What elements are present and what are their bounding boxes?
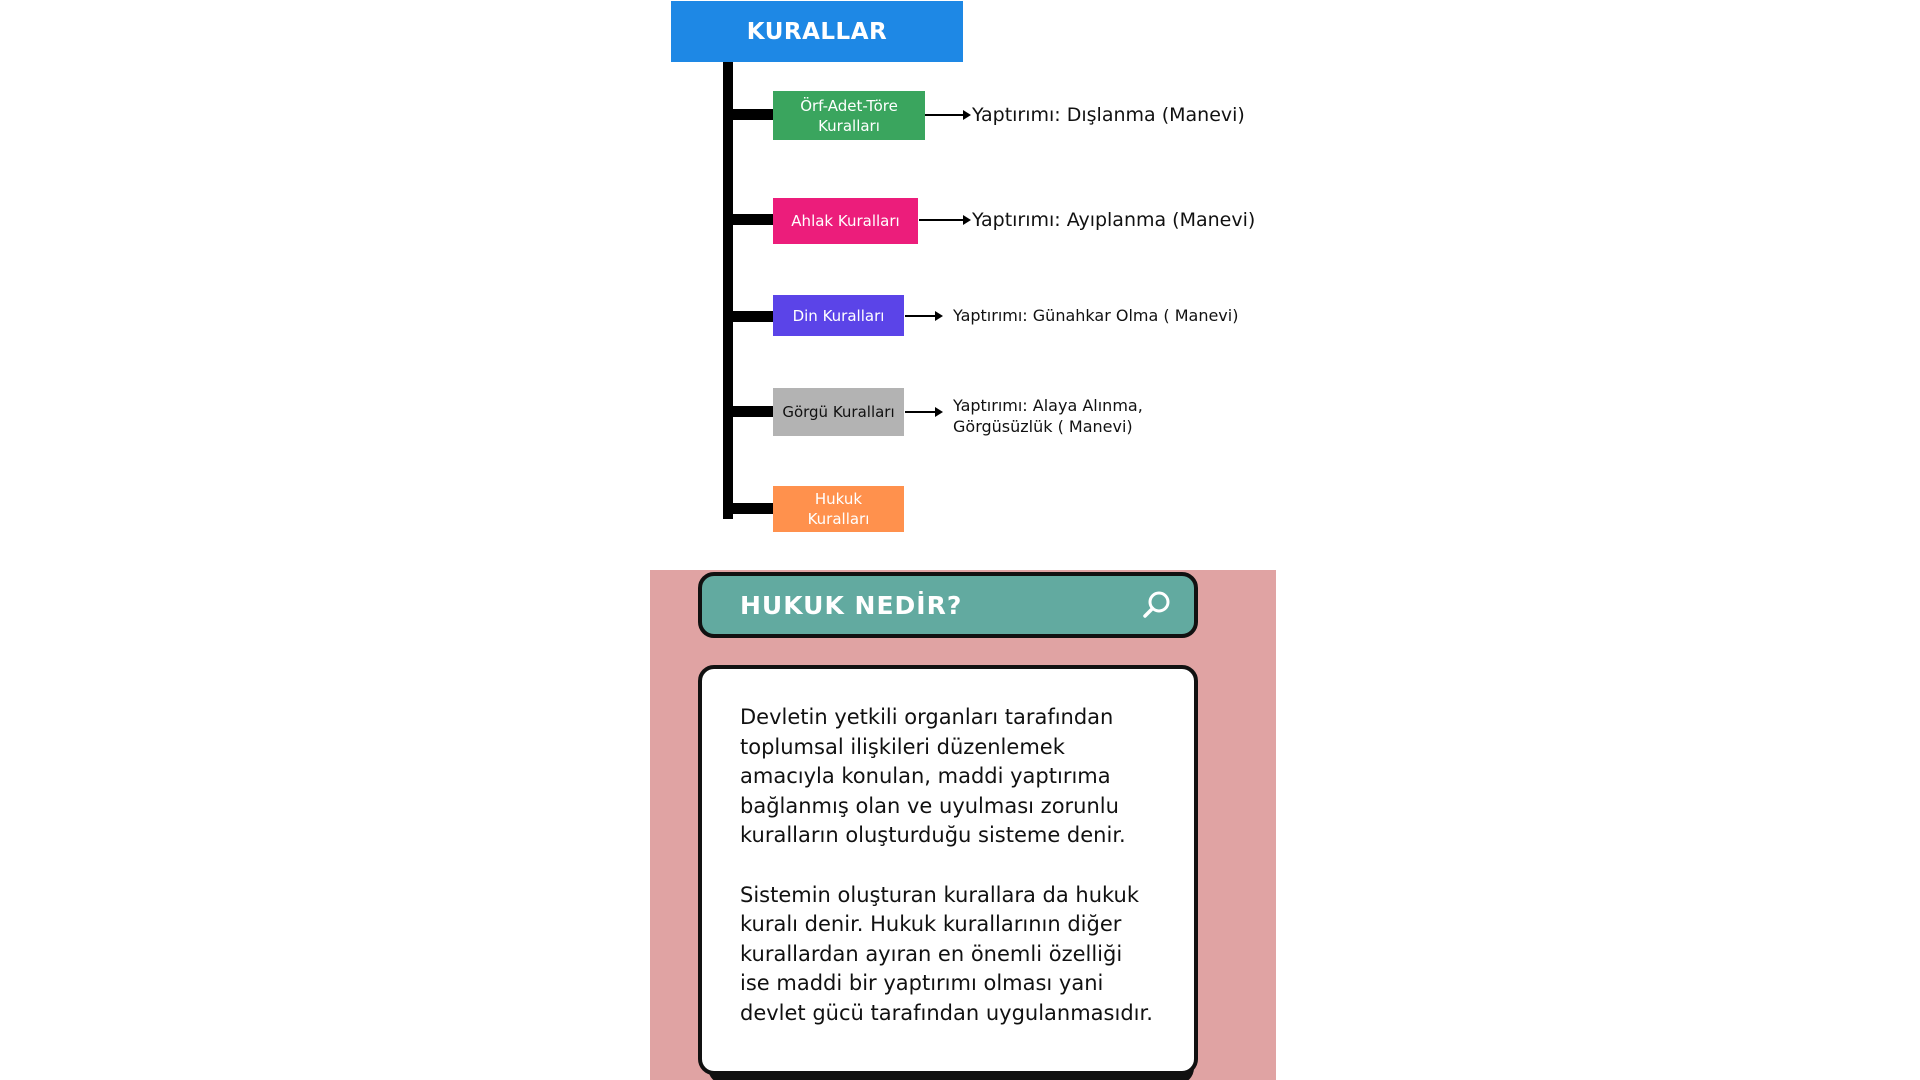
branch-connector bbox=[728, 311, 774, 322]
category-node-orf-adet-tore bbox=[773, 91, 925, 140]
definition-panel bbox=[650, 570, 1276, 1080]
branch-connector bbox=[728, 214, 774, 225]
root-node bbox=[671, 1, 963, 62]
arrow-connector bbox=[905, 315, 941, 317]
definition-paragraph: Devletin yetkili organları tarafından toplumsal ilişkileri düzenlemek amacıyla konulan, maddi yaptırıma bağlanmış olan ve uyulması zorunlu kuralların oluşturduğu sisteme denir. bbox=[740, 705, 1126, 848]
arrow-connector bbox=[925, 114, 969, 116]
arrow-connector bbox=[905, 411, 941, 413]
search-bar[interactable] bbox=[698, 572, 1198, 638]
definition-paragraph: Sistemin oluşturan kurallara da hukuk kuralı denir. Hukuk kurallarının diğer kurallardan ayıran en önemli özelliği ise maddi bir yaptırımı olması yani devlet gücü tarafından uygulanmasıdır. bbox=[740, 882, 1153, 1025]
sanction-text: Yaptırımı: Günahkar Olma ( Manevi) bbox=[953, 306, 1239, 325]
category-label: Hukuk Kuralları bbox=[807, 490, 870, 528]
search-icon[interactable] bbox=[1142, 590, 1172, 620]
definition-card bbox=[698, 665, 1198, 1075]
category-node-ahlak bbox=[773, 198, 918, 244]
arrow-connector bbox=[919, 219, 969, 221]
sanction-text: Yaptırımı: Alaya Alınma, Görgüsüzlük ( Manevi) bbox=[953, 396, 1143, 436]
category-label: Görgü Kuralları bbox=[782, 403, 895, 421]
sanction-text: Yaptırımı: Dışlanma (Manevi) bbox=[972, 104, 1245, 126]
sanction-text: Yaptırımı: Ayıplanma (Manevi) bbox=[972, 209, 1256, 231]
category-node-din bbox=[773, 295, 904, 336]
tree-spine bbox=[723, 62, 733, 519]
category-label: Örf-Adet-Töre Kuralları bbox=[800, 96, 898, 135]
branch-connector bbox=[728, 406, 774, 417]
branch-connector bbox=[728, 109, 774, 120]
root-label: KURALLAR bbox=[746, 18, 888, 45]
category-label: Din Kuralları bbox=[792, 306, 885, 325]
category-node-hukuk bbox=[773, 486, 904, 532]
branch-connector bbox=[728, 503, 774, 514]
search-title: HUKUK NEDİR? bbox=[740, 590, 963, 620]
category-node-gorgu bbox=[773, 388, 904, 436]
category-label: Ahlak Kuralları bbox=[791, 212, 900, 230]
